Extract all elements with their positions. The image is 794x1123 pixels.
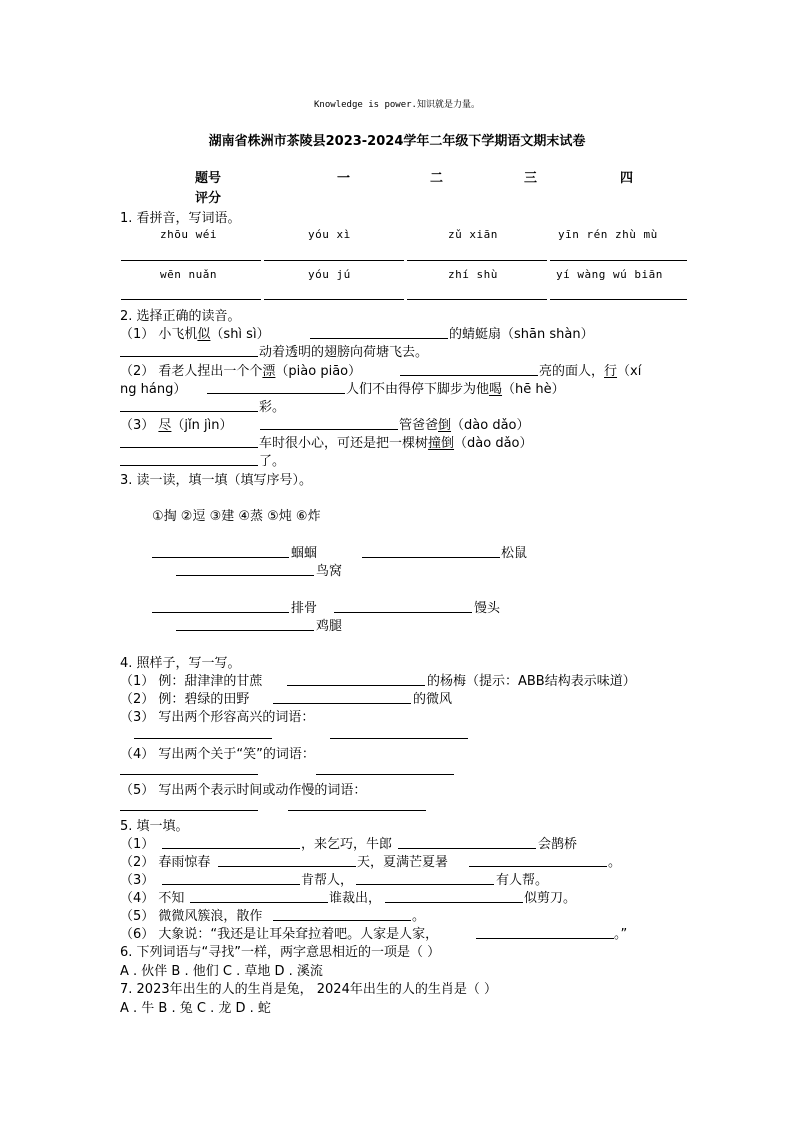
pinyin-prompt: zhí shù [448, 268, 498, 281]
answer-options: A . 伙伴 B . 他们 C . 草地 D . 溪流 [120, 964, 323, 979]
score-header-col: 三 [524, 171, 538, 186]
answer-blank[interactable] [134, 738, 272, 739]
question-title: 1. 看拼音，写词语。 [120, 211, 241, 226]
answer-blank[interactable] [264, 260, 404, 261]
answer-blank[interactable] [287, 685, 425, 686]
question-title: 4. 照样子，写一写。 [120, 656, 241, 671]
fill-word: 蝈蝈 [291, 546, 318, 561]
answer-blank[interactable] [550, 260, 687, 261]
answer-blank[interactable] [120, 774, 258, 775]
answer-blank[interactable] [152, 557, 289, 558]
line-text: 的蜻蜓扇（shān shàn） [449, 327, 594, 342]
answer-blank[interactable] [162, 848, 300, 849]
answer-blank[interactable] [120, 465, 258, 466]
line-text: 的微风 [413, 692, 453, 707]
options-list: ①掏 ②逗 ③建 ④蒸 ⑤炖 ⑥炸 [152, 509, 321, 524]
answer-blank[interactable] [476, 938, 614, 939]
score-header-col: 四 [620, 171, 634, 186]
answer-blank[interactable] [356, 884, 494, 885]
line-text: 。 [412, 909, 426, 924]
answer-blank[interactable] [469, 866, 607, 867]
score-row-label: 评分 [195, 191, 222, 206]
line-text: （3） [120, 873, 155, 888]
line-text: （2） 春雨惊春 [120, 855, 211, 870]
fill-word: 馒头 [474, 601, 501, 616]
question-title: 2. 选择正确的读音。 [120, 309, 241, 324]
line-text: ng háng） [120, 382, 187, 397]
answer-blank[interactable] [273, 703, 411, 704]
score-header-col: 一 [337, 171, 351, 186]
line-text: （2） 看老人捏出一个个漂（piào piāo） [120, 364, 362, 379]
line-text: （1） 小飞机似（shì sì） [120, 327, 270, 342]
line-text: 动着透明的翅膀向荷塘飞去。 [259, 345, 429, 360]
line-text: （4） 写出两个关于“笑”的词语： [120, 747, 315, 762]
answer-blank[interactable] [407, 299, 547, 300]
answer-blank[interactable] [121, 260, 261, 261]
answer-blank[interactable] [334, 612, 472, 613]
question-title: 3. 读一读，填一填（填写序号）。 [120, 473, 313, 488]
answer-blank[interactable] [400, 375, 538, 376]
answer-blank[interactable] [176, 575, 314, 576]
line-text: （6） 大象说：“我还是让耳朵耷拉着吧。人家是人家， [120, 927, 439, 942]
pinyin-prompt: zǔ xiān [448, 228, 498, 241]
pinyin-prompt: wēn nuǎn [160, 268, 217, 281]
line-text: （3） 写出两个形容高兴的词语： [120, 710, 315, 725]
line-text: 谁裁出， [329, 891, 382, 906]
line-text: 人们不由得停下脚步为他喝（hē hè） [346, 382, 565, 397]
answer-blank[interactable] [162, 884, 300, 885]
line-text: ，来乞巧，牛郎 [301, 837, 393, 852]
line-text: （1） 例：甜津津的甘蔗 [120, 674, 263, 689]
answer-blank[interactable] [120, 411, 258, 412]
question-title: 6. 下列词语与“寻找”一样，两字意思相近的一项是（ ） [120, 945, 441, 960]
line-text: 管爸爸倒（dào dǎo） [399, 418, 530, 433]
answer-blank[interactable] [260, 429, 398, 430]
fill-word: 排骨 [291, 601, 318, 616]
answer-blank[interactable] [264, 299, 404, 300]
pinyin-prompt: yóu xì [308, 228, 351, 241]
answer-options: A . 牛 B . 兔 C . 龙 D . 蛇 [120, 1001, 271, 1016]
line-text: （5） 写出两个表示时间或动作慢的词语： [120, 783, 367, 798]
answer-blank[interactable] [207, 393, 345, 394]
line-text: （1） [120, 837, 155, 852]
line-text: 。 [608, 855, 622, 870]
answer-blank[interactable] [362, 557, 500, 558]
line-text: 的杨梅（提示：ABB结构表示味道） [427, 674, 636, 689]
page-title: 湖南省株洲市茶陵县2023-2024学年二年级下学期语文期末试卷 [208, 134, 586, 149]
answer-blank[interactable] [121, 299, 261, 300]
answer-blank[interactable] [398, 848, 536, 849]
answer-blank[interactable] [152, 612, 289, 613]
line-text: （3） 尽（jǐn jìn） [120, 418, 233, 433]
line-text: （4） 不知 [120, 891, 185, 906]
line-text: （5） 微微风簇浪，散作 [120, 909, 263, 924]
line-text: （2） 例：碧绿的田野 [120, 692, 250, 707]
line-text: 肯帮人， [301, 873, 354, 888]
score-header-label: 题号 [195, 171, 222, 186]
answer-blank[interactable] [120, 356, 258, 357]
fill-word: 鸟窝 [316, 564, 343, 579]
line-text: 似剪刀。 [524, 891, 577, 906]
line-text: 车时很小心，可还是把一棵树撞倒（dào dǎo） [259, 436, 533, 451]
answer-blank[interactable] [120, 810, 258, 811]
line-text: 天，夏满芒夏暑 [357, 855, 449, 870]
line-text: 。” [614, 927, 628, 942]
answer-blank[interactable] [176, 630, 314, 631]
answer-blank[interactable] [550, 299, 687, 300]
answer-blank[interactable] [288, 810, 426, 811]
line-text: 彩。 [259, 400, 286, 415]
line-text: 有人帮。 [496, 873, 549, 888]
answer-blank[interactable] [273, 920, 411, 921]
score-header-col: 二 [430, 171, 444, 186]
question-title: 5. 填一填。 [120, 819, 189, 834]
answer-blank[interactable] [310, 338, 448, 339]
pinyin-prompt: yí wàng wú biān [556, 268, 663, 281]
pinyin-prompt: zhōu wéi [160, 228, 217, 241]
header-motto: Knowledge is power.知识就是力量。 [314, 100, 480, 110]
line-text: 会鹊桥 [538, 837, 578, 852]
answer-blank[interactable] [330, 738, 468, 739]
answer-blank[interactable] [385, 902, 523, 903]
question-title: 7. 2023年出生的人的生肖是兔， 2024年出生的人的生肖是（ ） [120, 982, 497, 997]
answer-blank[interactable] [316, 774, 454, 775]
line-text: 亮的面人，行（xí [539, 364, 642, 379]
fill-word: 鸡腿 [316, 619, 343, 634]
answer-blank[interactable] [407, 260, 547, 261]
fill-word: 松鼠 [501, 546, 528, 561]
pinyin-prompt: yīn rén zhù mù [558, 228, 658, 241]
pinyin-prompt: yóu jú [308, 268, 351, 281]
answer-blank[interactable] [190, 902, 328, 903]
line-text: 了。 [259, 454, 286, 469]
answer-blank[interactable] [120, 447, 258, 448]
answer-blank[interactable] [218, 866, 356, 867]
